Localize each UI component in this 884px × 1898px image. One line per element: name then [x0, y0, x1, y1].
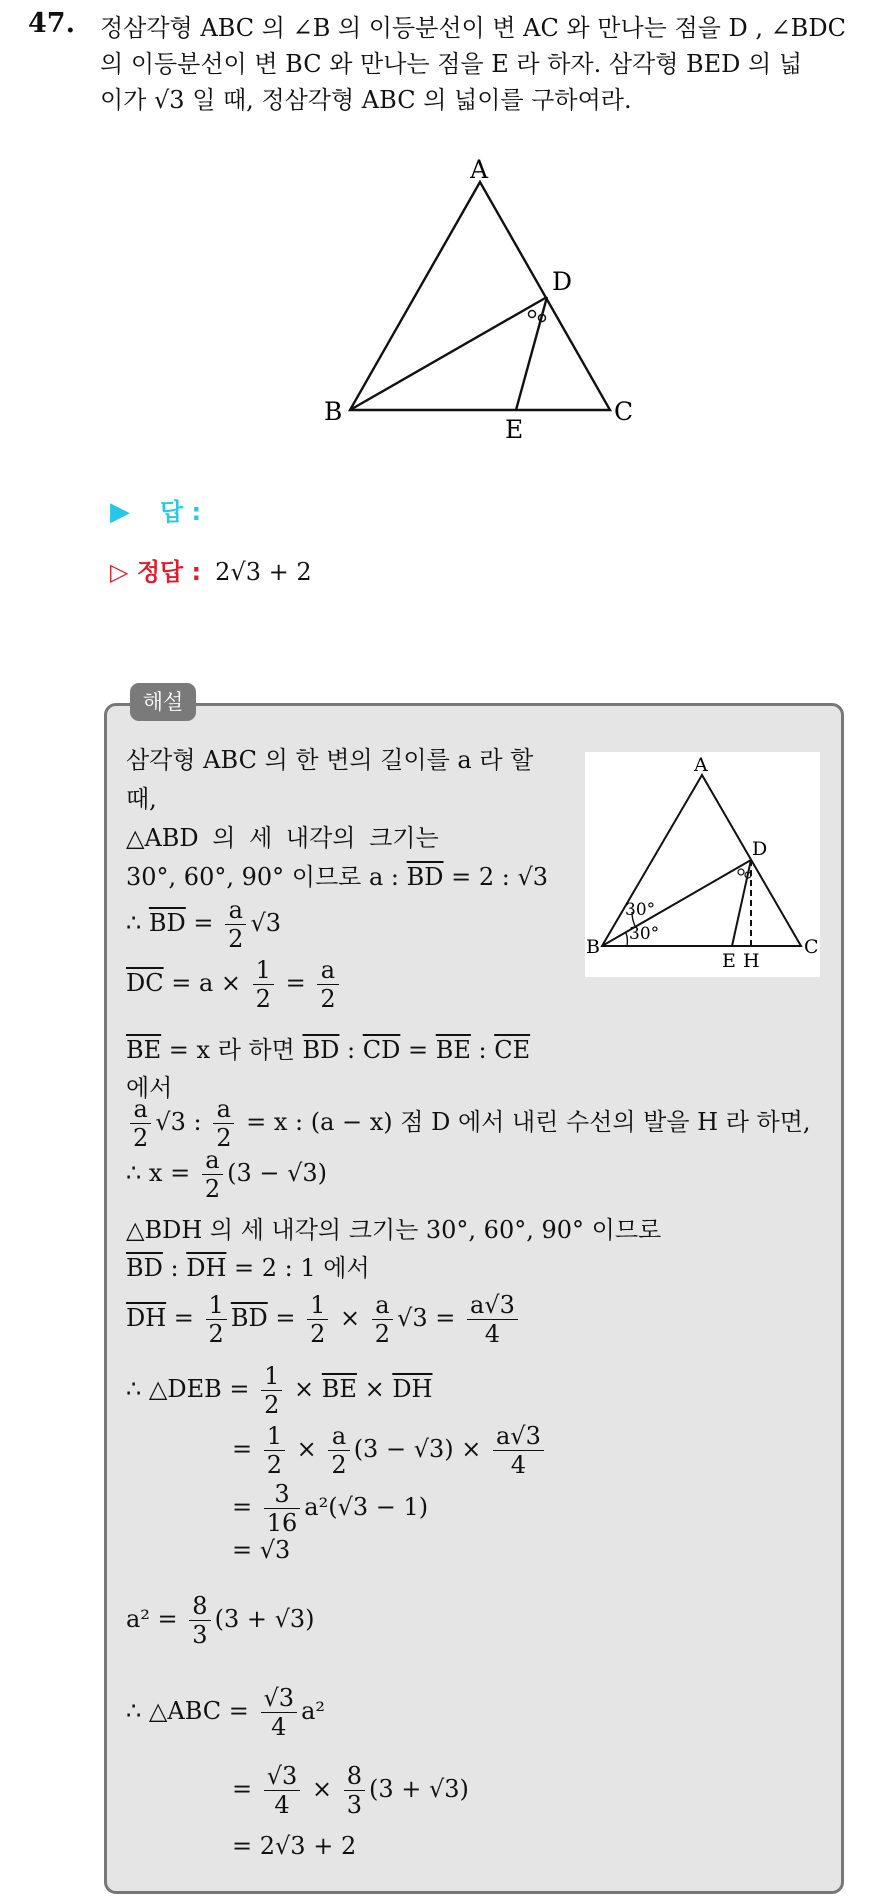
fraction [213, 1097, 234, 1150]
sol-line-16 [232, 1482, 428, 1535]
sol-text: = a × [163, 969, 249, 997]
segment-cd: $\overline{CD}$ [362, 1036, 401, 1064]
fraction [317, 958, 338, 1011]
numerator: a [213, 1097, 234, 1124]
sol-text: × [286, 1375, 322, 1403]
sol-text: ∴ △DEB = [126, 1375, 258, 1403]
solution-label-h: H [743, 950, 760, 972]
fraction [130, 1097, 151, 1150]
sol-text: : [339, 1036, 363, 1064]
numerator: a [130, 1097, 151, 1124]
denominator: 2 [228, 925, 244, 953]
numerator: 1 [264, 1424, 285, 1451]
segment-dh: $\overline{DH}$ [126, 1304, 167, 1332]
sol-line-6 [126, 958, 343, 1011]
sol-line-4 [126, 857, 548, 892]
problem-text [100, 10, 870, 118]
denominator: 2 [255, 985, 271, 1013]
sol-text: = [232, 1493, 260, 1521]
denominator: 2 [266, 1451, 283, 1479]
segment-dc: $\overline{DC}$ [126, 969, 164, 997]
solution-tag: 해설 [130, 683, 196, 721]
sol-text: √3 [250, 909, 282, 937]
sol-line-19 [126, 1686, 325, 1739]
fraction [467, 1293, 518, 1346]
fraction [344, 1764, 365, 1817]
angle-mark-1 [529, 311, 536, 318]
fraction [189, 1594, 210, 1647]
fraction [307, 1293, 328, 1346]
label-c: C [614, 397, 634, 426]
denominator: 2 [216, 1124, 232, 1152]
label-e: E [505, 415, 524, 444]
numerator: √3 [264, 1764, 301, 1791]
sol-text: ∴ [126, 909, 149, 937]
solution-label-c: C [804, 936, 819, 958]
numerator: 1 [261, 1364, 282, 1391]
correct-triangle-icon: ▷ [110, 558, 137, 586]
sol-text: × [356, 1375, 393, 1403]
correct-answer-row [110, 552, 312, 587]
numerator: 8 [344, 1764, 365, 1791]
sol-text: × [289, 1435, 325, 1463]
sol-text: = [185, 909, 222, 937]
denominator: 16 [266, 1509, 298, 1537]
angle-arc-lower [626, 933, 627, 946]
denominator: 3 [346, 1791, 362, 1819]
numerator: 1 [206, 1293, 227, 1320]
numerator: a [225, 898, 246, 925]
sol-text: = 2 : 1 에서 [226, 1254, 370, 1282]
sol-line-13 [126, 1293, 522, 1346]
answer-label: 답 : [160, 498, 202, 526]
fraction [264, 1482, 301, 1535]
sol-line-11: △BDH 의 세 내각의 크기는 30°, 60°, 90° 이므로 [126, 1216, 662, 1244]
label-d: D [552, 267, 573, 296]
denominator: 2 [331, 1451, 347, 1479]
sol-line-8: 에서 [126, 1074, 173, 1102]
denominator: 4 [271, 1713, 287, 1741]
numerator: a√3 [467, 1293, 518, 1320]
sol-line-15 [232, 1424, 548, 1477]
correct-answer-value: 2√3 + 2 [215, 558, 312, 586]
numerator: a√3 [493, 1424, 544, 1451]
denominator: 2 [320, 985, 336, 1013]
angle-label-top: 30° [625, 900, 656, 920]
denominator: 4 [510, 1451, 527, 1479]
fraction [206, 1293, 227, 1346]
segment-bd: $\overline{BD}$ [230, 1304, 268, 1332]
solution-triangle-abc [602, 775, 801, 946]
bisector-bd [350, 297, 547, 410]
solution-figure [585, 752, 820, 977]
sol-text: a² [301, 1697, 325, 1725]
fraction [372, 1293, 393, 1346]
sol-text: × [304, 1775, 340, 1803]
sol-text: ∴ x = [126, 1159, 198, 1187]
segment-be: $\overline{BE}$ [321, 1375, 357, 1403]
problem-line-1: 정삼각형 ABC 의 ∠B 의 이등분선이 변 AC 와 만나는 점을 D , ∠BDC [100, 14, 846, 42]
sol-text: : [162, 1254, 187, 1282]
triangle-figure [320, 152, 650, 452]
sol-line-9 [126, 1097, 811, 1150]
segment-bd: $\overline{BD}$ [302, 1036, 340, 1064]
sol-line-1: 삼각형 ABC 의 한 변의 길이를 a 라 할 [126, 746, 534, 774]
angle-label-bottom: 30° [629, 924, 660, 944]
sol-line-5 [126, 898, 281, 951]
problem-number: 47. [28, 8, 75, 39]
sol-line-10 [126, 1148, 327, 1201]
problem-line-2: 의 이등분선이 변 BC 와 만나는 점을 E 라 하자. 삼각형 BED 의 넓 [100, 50, 803, 78]
triangle-abc [350, 182, 610, 410]
numerator: 1 [307, 1293, 328, 1320]
fraction [328, 1424, 349, 1477]
sol-text: = 2 : √3 [443, 863, 549, 891]
solution-label-d: D [752, 838, 768, 860]
fraction [253, 958, 274, 1011]
denominator: 4 [484, 1320, 501, 1348]
sol-line-18 [126, 1594, 315, 1647]
sol-line-20 [232, 1764, 469, 1817]
numerator: a [328, 1424, 349, 1451]
sol-text: √3 : [155, 1108, 210, 1136]
denominator: 2 [310, 1320, 326, 1348]
sol-line-14 [126, 1364, 432, 1417]
numerator: a [317, 958, 338, 985]
sol-text: 30°, 60°, 90° 이므로 a : [126, 863, 407, 891]
sol-line-12 [126, 1248, 370, 1283]
label-a: A [470, 155, 489, 184]
denominator: 4 [274, 1791, 290, 1819]
sol-text: = [277, 969, 314, 997]
sol-text: ∴ △ABC = [126, 1697, 257, 1725]
fraction [225, 898, 246, 951]
denominator: 2 [204, 1175, 221, 1203]
segment-dh: $\overline{DH}$ [186, 1254, 227, 1282]
sol-text: (3 + √3) [214, 1605, 315, 1633]
solution-label-a: A [694, 754, 708, 776]
denominator: 2 [133, 1124, 149, 1152]
correct-answer-label: 정답 : [136, 558, 202, 586]
fraction [264, 1764, 301, 1817]
solution-label-e: E [722, 950, 736, 972]
numerator: a [202, 1148, 223, 1175]
sol-text: = [232, 1435, 260, 1463]
sol-line-2: 때, [126, 785, 157, 813]
sol-text: = [267, 1304, 304, 1332]
sol-text: = [400, 1036, 436, 1064]
sol-text: = x : (a − x) 점 D 에서 내린 수선의 발을 H 라 하면, [238, 1108, 811, 1136]
sol-text: a²(√3 − 1) [304, 1493, 429, 1521]
sol-text: = [166, 1304, 202, 1332]
solution-de [732, 860, 751, 946]
segment-bd: $\overline{BD}$ [406, 863, 444, 891]
label-b: B [324, 397, 343, 426]
segment-bd: $\overline{BD}$ [148, 909, 186, 937]
play-triangle-icon: ▶ [110, 497, 130, 527]
segment-be: $\overline{BE}$ [126, 1036, 162, 1064]
numerator: a [372, 1293, 393, 1320]
sol-text: (3 − √3) [227, 1159, 328, 1187]
sol-line-17: = √3 [232, 1536, 291, 1564]
sol-text: (3 − √3) × [353, 1435, 489, 1463]
fraction [264, 1424, 285, 1477]
sol-text: = x 라 하면 [161, 1036, 303, 1064]
sol-text: (3 + √3) [368, 1775, 469, 1803]
denominator: 2 [264, 1391, 280, 1419]
sol-text: √3 = [397, 1304, 463, 1332]
denominator: 2 [208, 1320, 224, 1348]
fraction [202, 1148, 223, 1201]
numerator: 1 [253, 958, 274, 985]
segment-ce: $\overline{CE}$ [494, 1036, 531, 1064]
numerator: 8 [189, 1594, 210, 1621]
sol-line-21: = 2√3 + 2 [232, 1832, 357, 1860]
sol-text: : [470, 1036, 495, 1064]
segment-dh: $\overline{DH}$ [392, 1375, 433, 1403]
fraction [261, 1686, 298, 1739]
fraction [493, 1424, 544, 1477]
sol-text: a² = [126, 1605, 186, 1633]
sol-text: × [332, 1304, 368, 1332]
answer-row [110, 492, 201, 527]
denominator: 2 [374, 1320, 391, 1348]
segment-bd: $\overline{BD}$ [126, 1254, 163, 1282]
segment-be: $\overline{BE}$ [435, 1036, 471, 1064]
denominator: 3 [192, 1621, 208, 1649]
problem-line-3: 이가 √3 일 때, 정삼각형 ABC 의 넓이를 구하여라. [100, 86, 632, 114]
sol-text: = [232, 1775, 260, 1803]
sol-line-3: △ABD 의 세 내각의 크기는 [126, 824, 439, 852]
numerator: √3 [261, 1686, 298, 1713]
sol-line-7 [126, 1030, 530, 1065]
solution-label-b: B [586, 936, 600, 958]
fraction [261, 1364, 282, 1417]
numerator: 3 [264, 1482, 301, 1509]
solution-angle-mark-1 [738, 869, 744, 875]
